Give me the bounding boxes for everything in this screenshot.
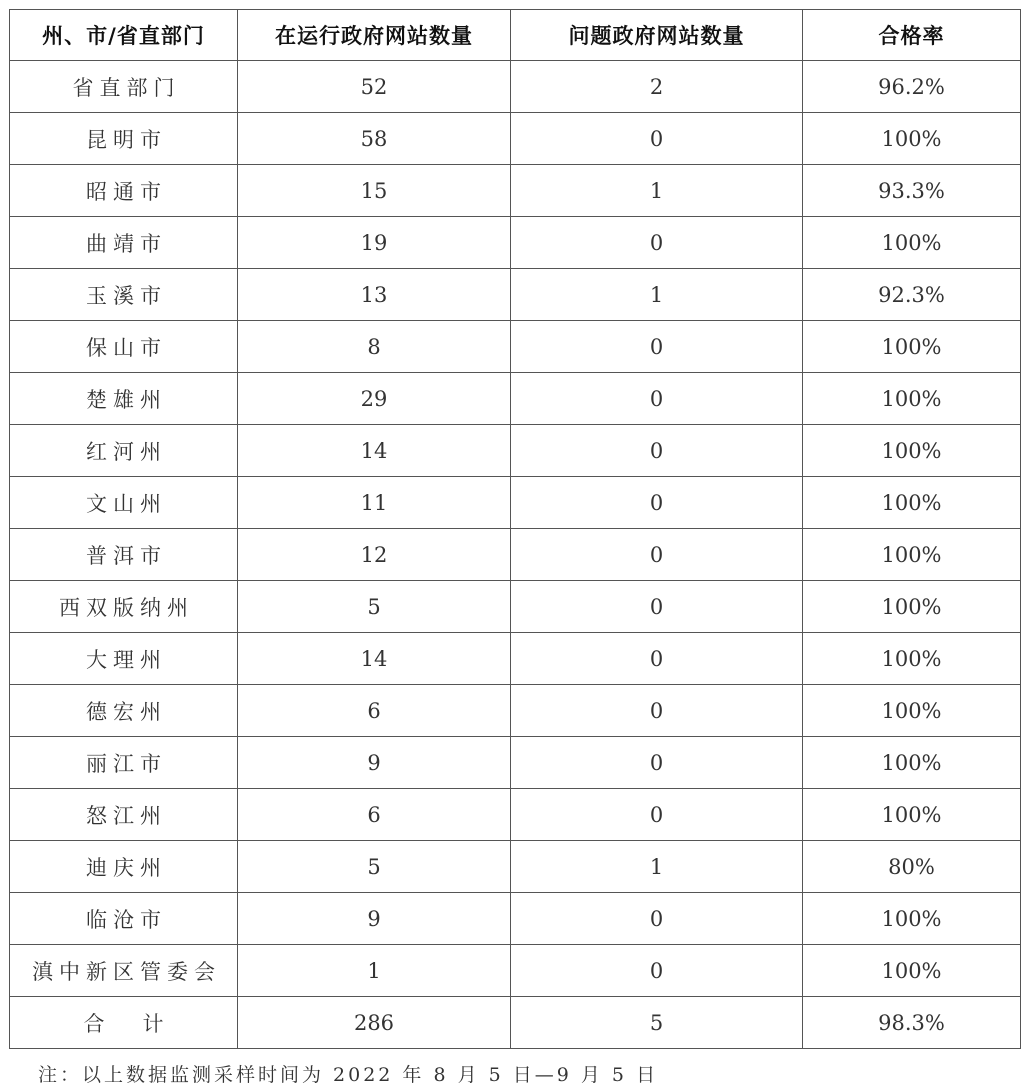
cell-region: 昆明市 xyxy=(10,113,238,165)
cell-running-sites: 13 xyxy=(238,269,511,321)
table-row xyxy=(10,61,1021,113)
cell-pass-rate: 92.3% xyxy=(803,269,1021,321)
cell-problem-sites: 0 xyxy=(511,581,803,633)
table-header-row xyxy=(10,10,1021,61)
table-row xyxy=(10,581,1021,633)
cell-region: 德宏州 xyxy=(10,685,238,737)
cell-pass-rate: 100% xyxy=(803,321,1021,373)
cell-running-sites: 8 xyxy=(238,321,511,373)
cell-running-sites: 58 xyxy=(238,113,511,165)
table-row xyxy=(10,789,1021,841)
cell-problem-sites: 0 xyxy=(511,685,803,737)
cell-running-sites: 19 xyxy=(238,217,511,269)
cell-region: 楚雄州 xyxy=(10,373,238,425)
cell-pass-rate: 100% xyxy=(803,425,1021,477)
table-row xyxy=(10,893,1021,945)
cell-running-sites: 15 xyxy=(238,165,511,217)
cell-pass-rate: 93.3% xyxy=(803,165,1021,217)
cell-running-sites: 5 xyxy=(238,581,511,633)
cell-pass-rate: 100% xyxy=(803,685,1021,737)
cell-problem-sites: 1 xyxy=(511,165,803,217)
cell-region: 玉溪市 xyxy=(10,269,238,321)
cell-region: 丽江市 xyxy=(10,737,238,789)
table-row xyxy=(10,529,1021,581)
cell-problem-sites: 0 xyxy=(511,113,803,165)
table-row xyxy=(10,477,1021,529)
total-pass-rate: 98.3% xyxy=(803,997,1021,1049)
table-body xyxy=(10,61,1021,997)
cell-region: 大理州 xyxy=(10,633,238,685)
cell-running-sites: 9 xyxy=(238,737,511,789)
cell-running-sites: 52 xyxy=(238,61,511,113)
website-statistics-table xyxy=(9,9,1021,1049)
cell-region: 昭通市 xyxy=(10,165,238,217)
cell-pass-rate: 100% xyxy=(803,945,1021,997)
table-row xyxy=(10,633,1021,685)
cell-region: 普洱市 xyxy=(10,529,238,581)
total-problem-sites: 5 xyxy=(511,997,803,1049)
header-region: 州、市/省直部门 xyxy=(10,10,238,61)
total-label: 合计 xyxy=(10,997,238,1049)
cell-problem-sites: 0 xyxy=(511,373,803,425)
cell-pass-rate: 100% xyxy=(803,529,1021,581)
cell-running-sites: 14 xyxy=(238,425,511,477)
table-row xyxy=(10,165,1021,217)
header-problem-sites: 问题政府网站数量 xyxy=(511,10,803,61)
cell-region: 红河州 xyxy=(10,425,238,477)
cell-problem-sites: 0 xyxy=(511,945,803,997)
cell-pass-rate: 100% xyxy=(803,373,1021,425)
cell-running-sites: 29 xyxy=(238,373,511,425)
cell-region: 曲靖市 xyxy=(10,217,238,269)
cell-region: 保山市 xyxy=(10,321,238,373)
cell-problem-sites: 2 xyxy=(511,61,803,113)
cell-problem-sites: 0 xyxy=(511,529,803,581)
cell-region: 文山州 xyxy=(10,477,238,529)
cell-pass-rate: 80% xyxy=(803,841,1021,893)
cell-pass-rate: 100% xyxy=(803,477,1021,529)
table-row xyxy=(10,945,1021,997)
website-statistics-table-container xyxy=(9,9,1020,1049)
cell-problem-sites: 0 xyxy=(511,893,803,945)
table-row xyxy=(10,737,1021,789)
table-row xyxy=(10,685,1021,737)
cell-region: 怒江州 xyxy=(10,789,238,841)
header-pass-rate: 合格率 xyxy=(803,10,1021,61)
footnote: 注：以上数据监测采样时间为 2022 年 8 月 5 日—9 月 5 日 xyxy=(38,1064,659,1086)
cell-running-sites: 6 xyxy=(238,789,511,841)
cell-problem-sites: 1 xyxy=(511,841,803,893)
cell-problem-sites: 0 xyxy=(511,425,803,477)
cell-region: 滇中新区管委会 xyxy=(10,945,238,997)
cell-running-sites: 6 xyxy=(238,685,511,737)
cell-pass-rate: 100% xyxy=(803,789,1021,841)
cell-pass-rate: 96.2% xyxy=(803,61,1021,113)
cell-pass-rate: 100% xyxy=(803,581,1021,633)
cell-problem-sites: 0 xyxy=(511,477,803,529)
table-row xyxy=(10,321,1021,373)
cell-running-sites: 14 xyxy=(238,633,511,685)
cell-pass-rate: 100% xyxy=(803,217,1021,269)
table-row xyxy=(10,841,1021,893)
cell-pass-rate: 100% xyxy=(803,633,1021,685)
table-total-row xyxy=(10,997,1021,1049)
cell-problem-sites: 0 xyxy=(511,321,803,373)
cell-region: 迪庆州 xyxy=(10,841,238,893)
total-running-sites: 286 xyxy=(238,997,511,1049)
cell-problem-sites: 0 xyxy=(511,737,803,789)
cell-region: 临沧市 xyxy=(10,893,238,945)
cell-pass-rate: 100% xyxy=(803,113,1021,165)
cell-problem-sites: 1 xyxy=(511,269,803,321)
table-row xyxy=(10,425,1021,477)
table-row xyxy=(10,113,1021,165)
cell-problem-sites: 0 xyxy=(511,789,803,841)
cell-running-sites: 9 xyxy=(238,893,511,945)
cell-problem-sites: 0 xyxy=(511,217,803,269)
table-row xyxy=(10,373,1021,425)
cell-region: 省直部门 xyxy=(10,61,238,113)
cell-problem-sites: 0 xyxy=(511,633,803,685)
table-row xyxy=(10,269,1021,321)
cell-pass-rate: 100% xyxy=(803,893,1021,945)
cell-pass-rate: 100% xyxy=(803,737,1021,789)
cell-running-sites: 1 xyxy=(238,945,511,997)
cell-running-sites: 11 xyxy=(238,477,511,529)
cell-running-sites: 5 xyxy=(238,841,511,893)
header-running-sites: 在运行政府网站数量 xyxy=(238,10,511,61)
cell-region: 西双版纳州 xyxy=(10,581,238,633)
table-row xyxy=(10,217,1021,269)
cell-running-sites: 12 xyxy=(238,529,511,581)
